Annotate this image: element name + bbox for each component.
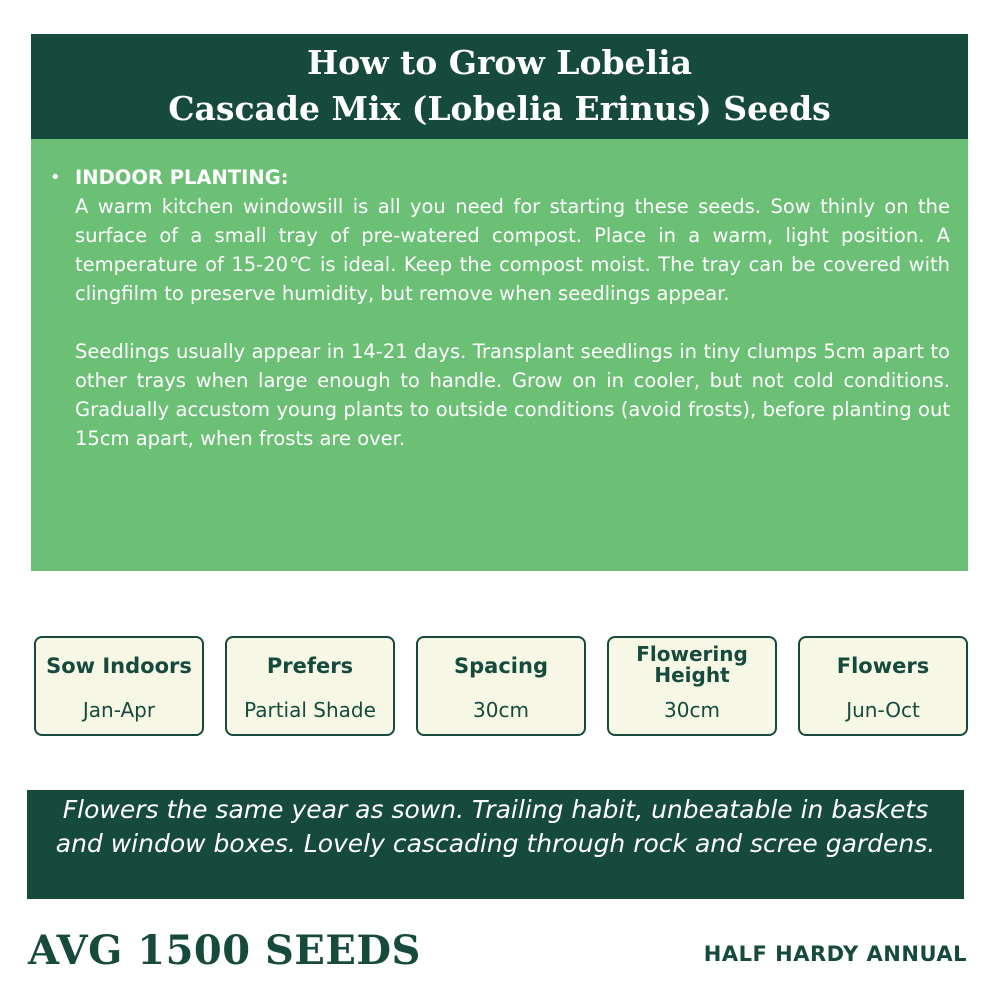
card-label-line-2: Height [654, 663, 730, 687]
seed-count: AVG 1500 SEEDS [28, 927, 421, 974]
card-flowering-height [607, 636, 777, 736]
indoor-planting-section [50, 163, 950, 453]
card-prefers [225, 636, 395, 736]
card-value: 30cm [664, 698, 720, 722]
card-value: Jan-Apr [82, 698, 156, 722]
card-flowers [798, 636, 968, 736]
instructions-panel [31, 139, 968, 571]
tagline: Flowers the same year as sown. Trailing habit, unbeatable in baskets and window boxes. Lovely cascading through rock and scree gardens. [27, 790, 964, 899]
card-spacing [416, 636, 586, 736]
card-label: Flowers [836, 654, 930, 678]
bullet-icon: • [50, 167, 61, 188]
hardiness-label: HALF HARDY ANNUAL [703, 942, 967, 966]
card-label: Spacing [454, 654, 548, 678]
info-cards [34, 636, 970, 740]
section-title: INDOOR PLANTING: [75, 166, 289, 189]
title-line-2: Cascade Mix (Lobelia Erinus) Seeds [168, 89, 831, 128]
card-value: Jun-Oct [846, 698, 920, 722]
card-label: Prefers [266, 654, 354, 678]
card-value: Partial Shade [244, 698, 376, 722]
title-line-1: How to Grow Lobelia [306, 43, 693, 82]
card-label: Sow Indoors [46, 654, 192, 678]
instructions-paragraph-2: Seedlings usually appear in 14-21 days. Transplant seedlings in tiny clumps 5cm apart to other trays when large enough to handle. Grow on in cooler, but not cold conditions. Gradually accustom young plants to outside conditions (avoid frosts), before planting out 15cm apart, when frosts are over. [75, 340, 950, 450]
card-value: 30cm [473, 698, 529, 722]
card-sow-indoors [34, 636, 204, 736]
instructions-paragraph-1: A warm kitchen windowsill is all you need for starting these seeds. Sow thinly on the surface of a small tray of pre-watered compost. Place in a warm, light position. A temperature of 15-20℃ is ideal. Keep the compost moist. The tray can be covered with clingfilm to preserve humidity, but remove when seedlings appear. [75, 195, 950, 305]
page-title [31, 34, 968, 139]
card-label [609, 644, 775, 686]
card-label-line-1: Flowering [636, 642, 748, 666]
